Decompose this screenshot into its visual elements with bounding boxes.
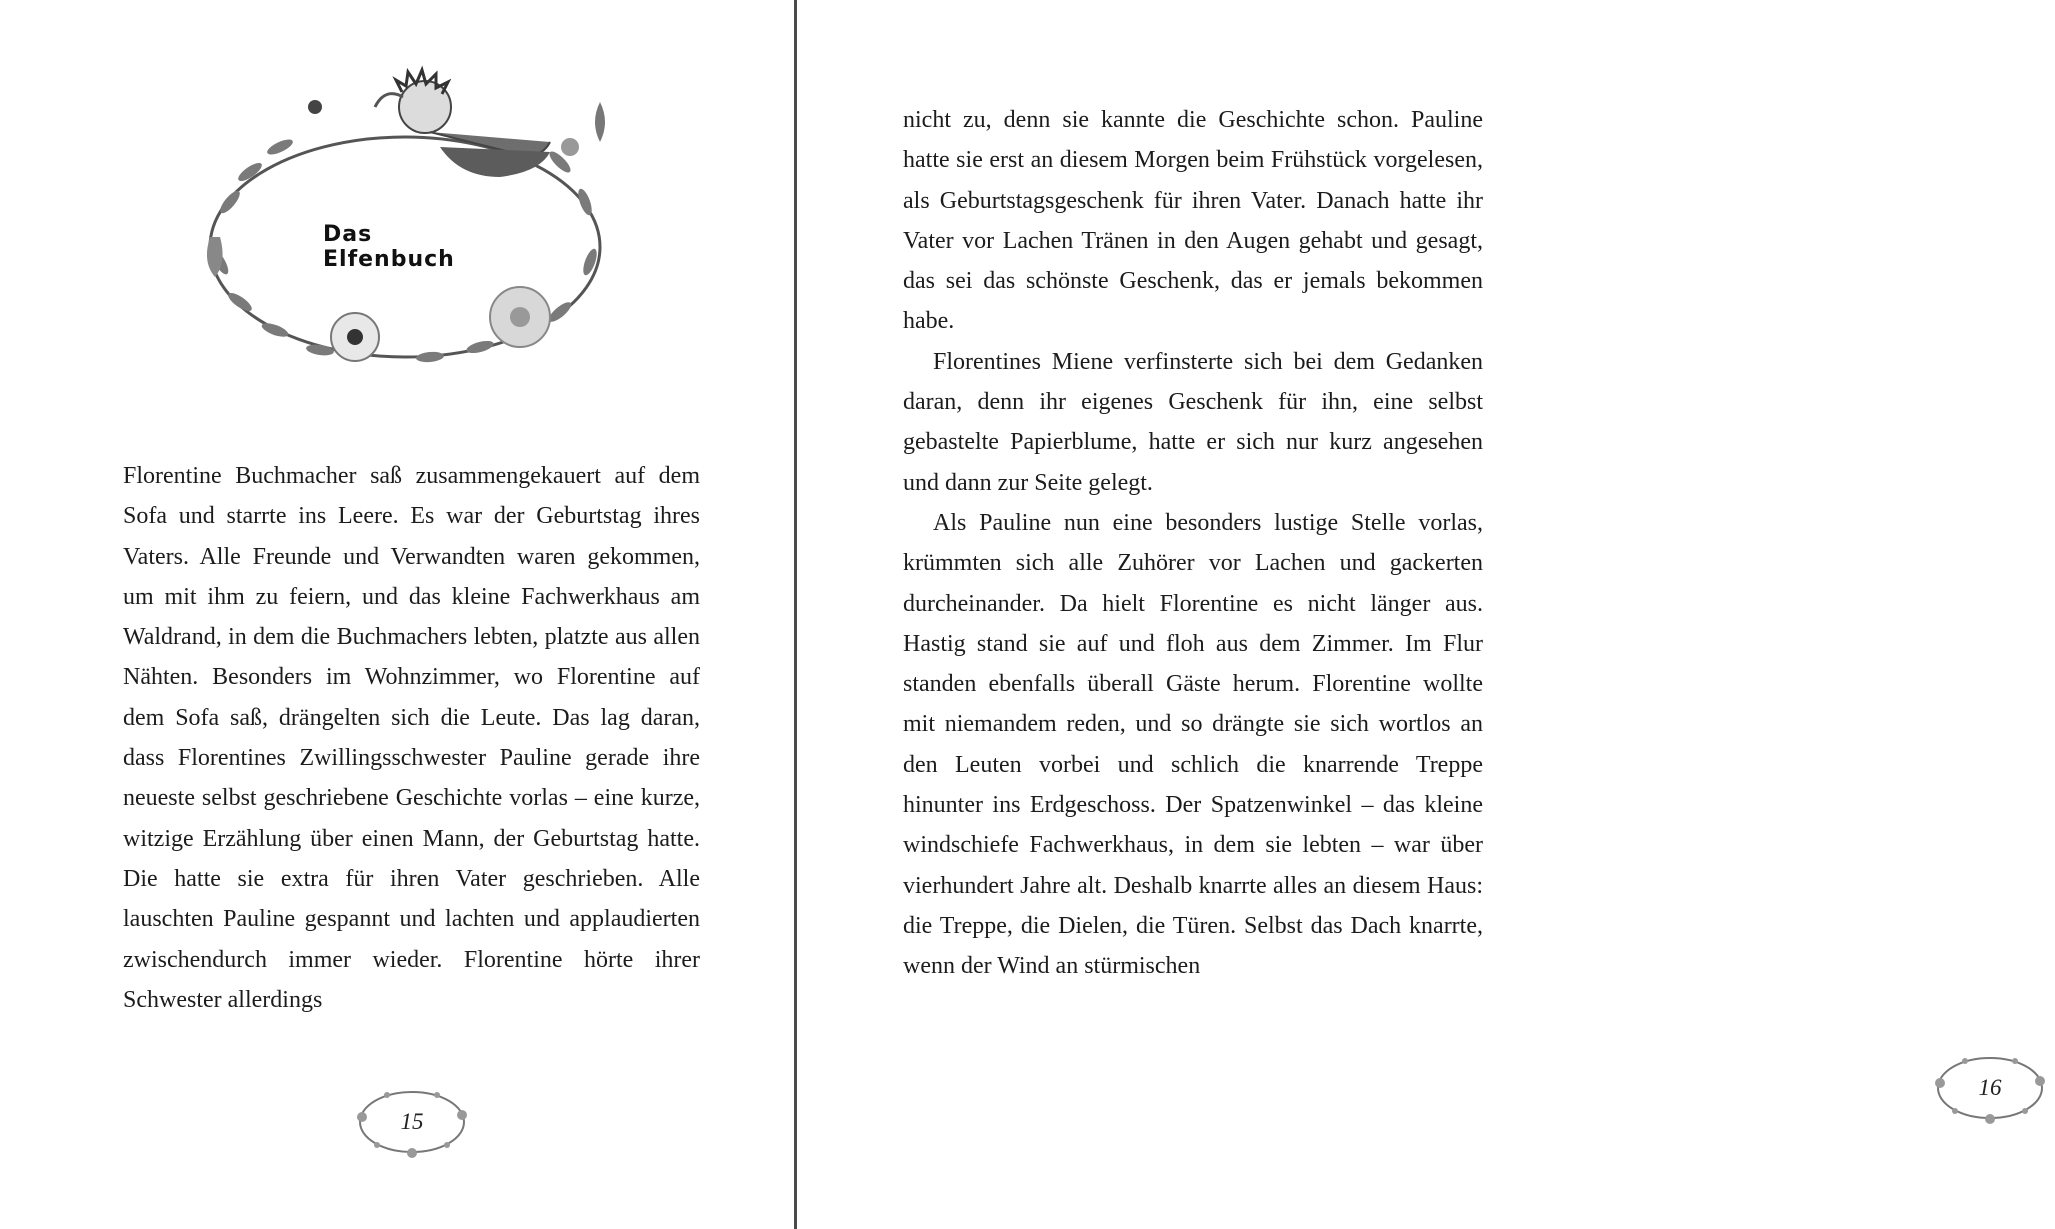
- right-paragraph-1: nicht zu, denn sie kannte die Geschichte schon. Pauline hatte sie erst an diesem Morgen beim Frühstück vorgelesen, als Geburtstagsgeschenk für ihren Vater. Danach hatte ihr Vater vor Lachen Tränen in den Augen gehabt und gesagt, das sei das schönste Geschenk, das er jemals bekommen habe.: [903, 107, 1483, 335]
- right-page-body: [903, 100, 1483, 987]
- left-page-number: 15: [400, 1109, 424, 1134]
- right-page: [797, 0, 2002, 1229]
- left-page: [0, 0, 794, 1229]
- chapter-title: Das Elfenbuch: [323, 222, 455, 272]
- right-paragraph-2: Florentines Miene verfinsterte sich bei dem Gedanken daran, denn ihr eigenes Geschenk für ihn, eine selbst gebastelte Papierblume, hatte er sich nur kurz angesehen und dann zur Seite gelegt.: [903, 348, 1483, 496]
- right-paragraph-3: Als Pauline nun eine besonders lustige Stelle vorlas, krümmten sich alle Zuhörer vor Lachen und gackerten durcheinander. Da hielt Florentine es nicht länger aus. Hastig stand sie auf und floh aus dem Zimmer. Im Flur standen ebenfalls überall Gäste herum. Florentine wollte mit niemandem reden, und so drängte sie sich wortlos an den Leuten vorbei und schlich die knarrende Treppe hinunter ins Erdgeschoss. Der Spatzenwinkel – das kleine windschiefe Fachwerkhaus, in dem sie lebten – war über vierhundert Jahre alt. Deshalb knarrte alles an diesem Haus: die Treppe, die Dielen, die Türen. Selbst das Dach knarrte, wenn der Wind an stürmischen: [903, 509, 1483, 980]
- left-page-number-wreath: [347, 1077, 477, 1167]
- right-page-number-wreath: [1925, 1043, 2055, 1133]
- left-paragraph-1: Florentine Buchmacher saß zusammengekauert auf dem Sofa und starrte ins Leere. Es war der Geburtstag ihres Vaters. Alle Freunde und Verwandten waren gekommen, um mit ihm zu feiern, und das kleine Fachwerkhaus am Waldrand, in dem die Buchmachers lebten, platzte aus allen Nähten. Besonders im Wohnzimmer, wo Florentine auf dem Sofa saß, drängelten sich die Leute. Das lag daran, dass Florentines Zwillingsschwester Pauline gerade ihre neueste selbst geschriebene Geschichte vorlas – eine kurze, witzige Erzählung über einen Mann, der Geburtstag hatte. Die hatte sie extra für ihren Vater geschrieben. Alle lauschten Pauline gespannt und lachten und applaudierten zwischendurch immer wieder. Florentine hörte ihrer Schwester allerdings: [123, 463, 700, 1013]
- left-page-body: [123, 456, 700, 1020]
- right-page-number: 16: [1978, 1075, 2002, 1100]
- elf-figure: [375, 70, 550, 177]
